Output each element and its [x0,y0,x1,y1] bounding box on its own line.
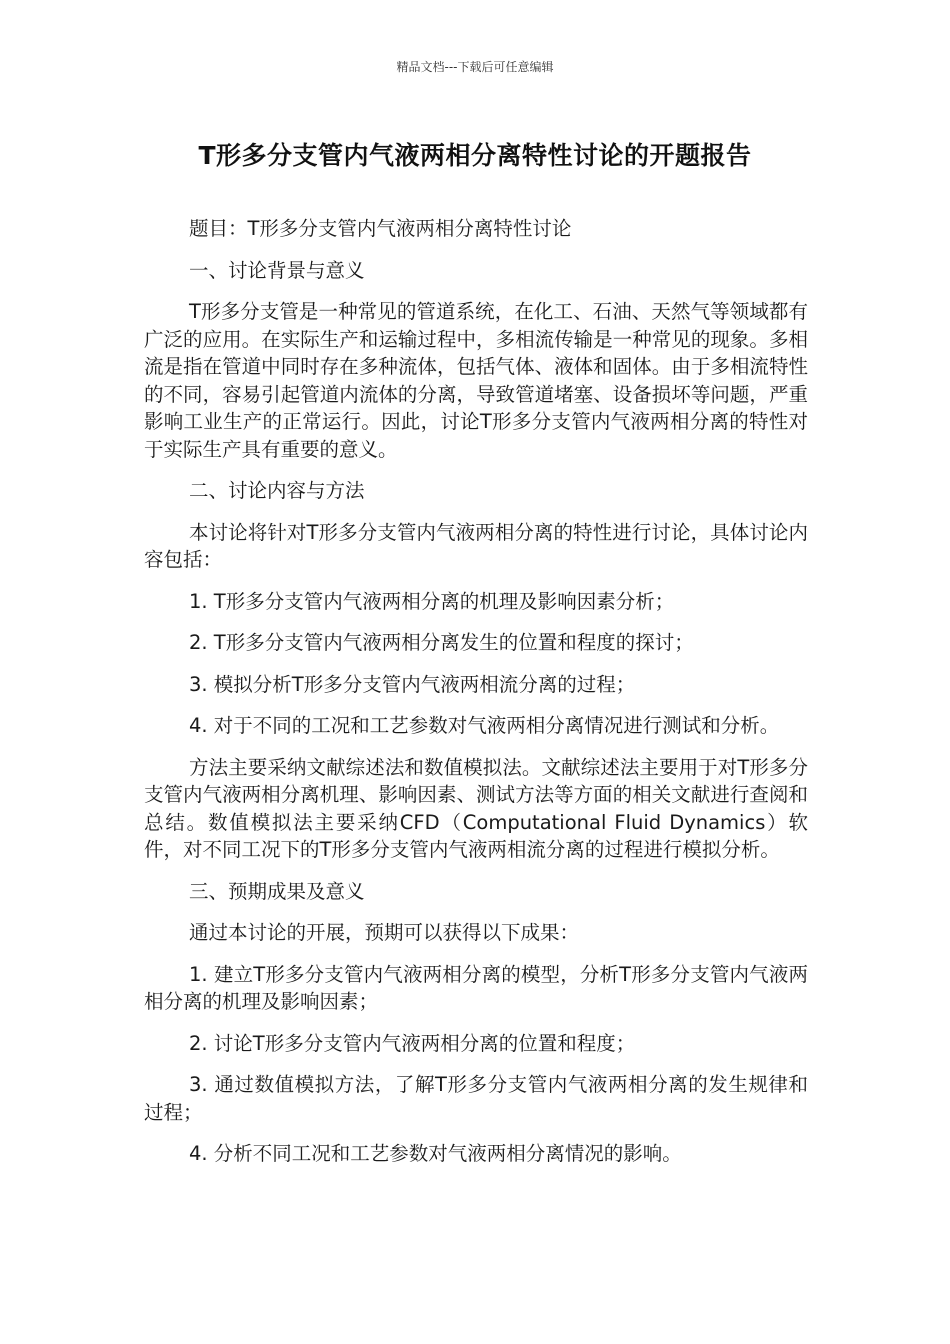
result-item-4: 4. 分析不同工况和工艺参数对气液两相分离情况的影响。 [189,1142,682,1165]
background-paragraph: T形多分支管是一种常见的管道系统，在化工、石油、天然气等领域都有广泛的应用。在实际生产和运输过程中，多相流传输是一种常见的现象。多相流是指在管道中同时存在多种流体，包括气体、液体和固体。由于多相流特性的不同，容易引起管道内流体的分离，导致管道堵塞、设备损坏等问题，严重影响工业生产的正常运行。因此，讨论T形多分支管内气液两相分离的特性对于实际生产具有重要的意义。 [144,300,808,461]
result-item-3: 3. 通过数值模拟方法，了解T形多分支管内气液两相分离的发生规律和过程； [144,1073,808,1124]
section-heading-expected-results: 三、预期成果及意义 [189,879,365,903]
section-heading-content-method: 二、讨论内容与方法 [189,479,365,502]
result-item-2: 2. 讨论T形多分支管内气液两相分离的位置和程度； [189,1031,636,1055]
document-title: T形多分支管内气液两相分离特性讨论的开题报告 [198,141,752,170]
content-item-2: 2. T形多分支管内气液两相分离发生的位置和程度的探讨； [189,631,694,654]
topic-line: 题目：T形多分支管内气液两相分离特性讨论 [189,217,572,240]
section-heading-background: 一、讨论背景与意义 [189,258,365,282]
document-body [144,215,808,1168]
header-note: 精品文档---下载后可任意编辑 [396,60,554,74]
content-item-4: 4. 对于不同的工况和工艺参数对气液两相分离情况进行测试和分析。 [189,714,780,737]
content-item-1: 1. T形多分支管内气液两相分离的机理及影响因素分析； [189,589,675,613]
method-paragraph: 方法主要采纳文献综述法和数值模拟法。文献综述法主要用于对T形多分支管内气液两相分离机理、影响因素、测试方法等方面的相关文献进行查阅和总结。数值模拟法主要采纳CFD（Computational Fluid Dynamics）软件，对不同工况下的T形多分支管内气液两相流分离的过程进行模拟分析。 [144,755,808,861]
content-intro-paragraph: 本讨论将针对T形多分支管内气液两相分离的特性进行讨论，具体讨论内容包括： [144,520,808,571]
results-intro-paragraph: 通过本讨论的开展，预期可以获得以下成果： [189,921,580,944]
content-item-3: 3. 模拟分析T形多分支管内气液两相流分离的过程； [189,672,636,696]
result-item-1: 1. 建立T形多分支管内气液两相分离的模型，分析T形多分支管内气液两相分离的机理及影响因素； [144,962,808,1013]
